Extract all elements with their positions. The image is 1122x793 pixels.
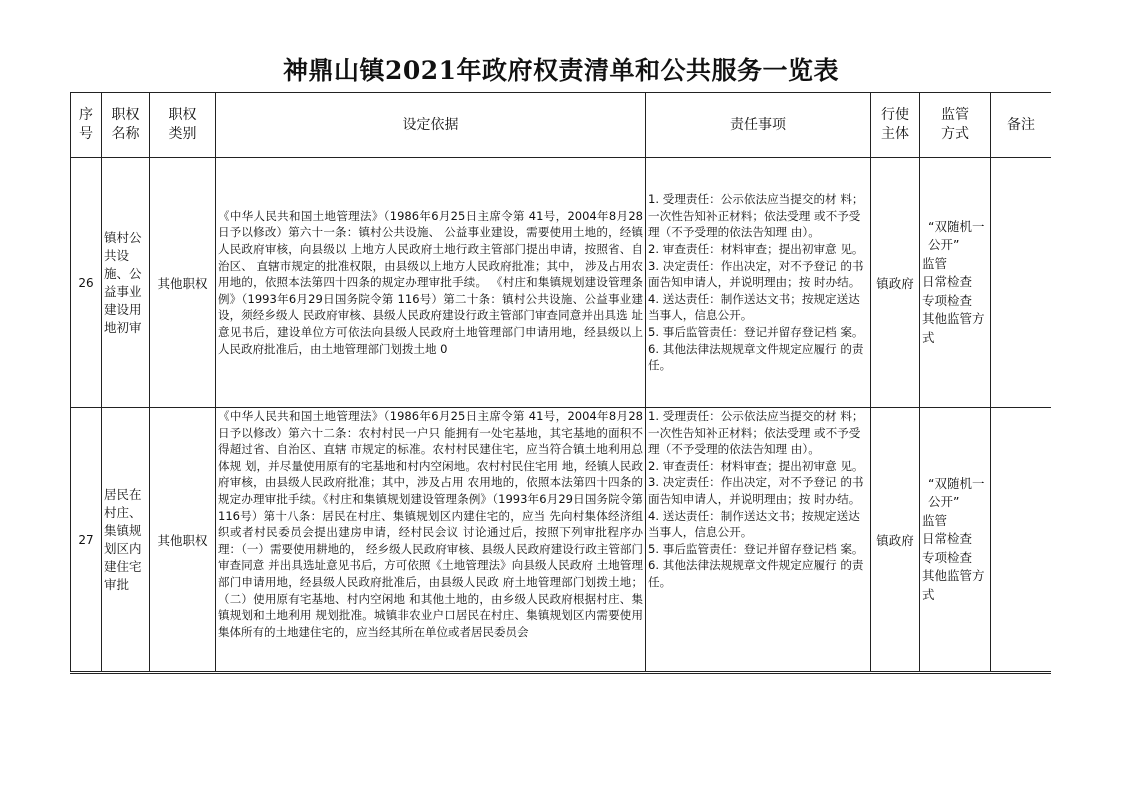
row-power-name: 镇村公共设施、公益事业建设用地初审 — [102, 158, 150, 408]
legal-basis-text: 《中华人民共和国土地管理法》（1986年6月25日主席令第 41号，2004年8月28日予以修改）第六十一条：镇村公共设施、 公益事业建设，需要使用土地的，经镇人民政府审核，向县级以 上地方人民政府土地行政主管部门提出申请，按照省、自治区、 直辖市规定的批准权限，由县级以上地方人民政府批准；其中， 涉及占用农用地的，依照本法第四十四条的规定办理审批手续。 《村庄和集镇规划建设管理条例》（1993年6月29日国务院令第 116号）第二十条：镇村公共设施、公益事业建设，须经乡级人 民政府审核、县级人民政府建设行政主管部门审查同意并出具选 址意见书后，建设单位方可依法向县级人民政府土地管理部门申请用地，经县级以上人民政府批准后，由土地管理部门划拨土地 0 — [218, 208, 643, 356]
table-row — [71, 408, 1052, 672]
row-remark — [991, 408, 1052, 672]
header-duty: 责任事项 — [646, 93, 871, 158]
duty-item: 5. 事后监管责任：登记并留存登记档 案。 — [648, 324, 864, 339]
duty-item: 1. 受理责任：公示依法应当提交的材 料；一次性告知补正材料；依法受理 或不予受理（不予受理的依法告知理 由）。 — [648, 409, 864, 457]
supervision-line: 监管 — [922, 255, 948, 271]
duty-item: 2. 审查责任：材料审查；提出初审意 见。 — [648, 458, 864, 473]
row-power-category: 其他职权 — [150, 158, 216, 408]
supervision-line: 日常检查 — [922, 274, 973, 290]
duty-item: 5. 事后监管责任：登记并留存登记档 案。 — [648, 541, 864, 556]
row-legal-basis — [216, 408, 646, 672]
duty-item: 3. 决定责任：作出决定，对不予登记 的书面告知申请人，并说明理由；按 时办结。 — [648, 475, 864, 506]
supervision-line: “双随机一公开” — [928, 218, 985, 253]
table-row — [71, 158, 1052, 408]
header-supervision: 监管方式 — [920, 93, 991, 158]
row-remark — [991, 158, 1052, 408]
legal-basis-text: 《中华人民共和国土地管理法》（1986年6月25日主席令第 41号，2004年8月28日予以修改）第六十二条：农村村民一户只 能拥有一处宅基地，其宅基地的面积不得超过省、自治区、直辖 市规定的标准。农村村民建住宅，应当符合镇土地利用总体规 划，并尽量使用原有的宅基地和村内空闲地。农村村民住宅用 地，经镇人民政府审核，由县级人民政府批准；其中，涉及占用 农用地的，依照本法第四十四条的规定办理审批手续。《村庄和集镇规划建设管理条例》（1993年6月29日国务院令第116号）第十八条：居民在村庄、集镇规划区内建住宅的，应当 先向村集体经济组织或者村民委员会提出建房申请，经村民会议 讨论通过后，按照下列审批程序办理：（一）需要使用耕地的， 经乡级人民政府审核、县级人民政府建设行政主管部门审查同意 并出具选址意见书后，方可依照《土地管理法》向县级人民政府 土地管理部门申请用地，经县级人民政府批准后，由县级人民政 府土地管理部门划拨土地；（二）使用原有宅基地、村内空闲地 和其他土地的，由乡级人民政府根据村庄、集镇规划和土地利用 规划批准。城镇非农业户口居民在村庄、集镇规划区内需要使用 集体所有的土地建住宅的，应当经其所在单位或者居民委员会 — [218, 409, 643, 639]
header-category: 职权类别 — [150, 93, 216, 158]
header-name: 职权名称 — [102, 93, 150, 158]
responsibility-table — [70, 92, 1051, 672]
page-title: 神鼎山镇2021年政府权责清单和公共服务一览表 — [282, 56, 840, 85]
supervision-line: 专项检查 — [922, 292, 973, 308]
table-header-row — [71, 93, 1052, 158]
duty-item: 6. 其他法律法规规章文件规定应履行 的责任。 — [648, 341, 864, 373]
duty-item: 4. 送达责任：制作送达文书；按规定送达当事人，信息公开。 — [648, 291, 860, 323]
row-power-name: 居民在村庄、集镇规划区内建住宅审批 — [102, 408, 150, 672]
responsibility-table-container — [70, 92, 1051, 674]
row-duties — [646, 408, 871, 672]
duty-item: 3. 决定责任：作出决定，对不予登记 的书面告知申请人，并说明理由；按 时办结。 — [648, 258, 864, 290]
supervision-line: 专项检查 — [922, 549, 973, 565]
duty-item: 6. 其他法律法规规章文件规定应履行 的责任。 — [648, 558, 864, 589]
header-remark: 备注 — [991, 93, 1052, 158]
supervision-line: 日常检查 — [922, 531, 973, 547]
header-basis: 设定依据 — [216, 93, 646, 158]
row-supervision — [920, 158, 991, 408]
row-exercising-subject: 镇政府 — [871, 408, 920, 672]
duty-item: 2. 审查责任：材料审查；提出初审意 见。 — [648, 242, 864, 257]
duty-item: 4. 送达责任：制作送达文书；按规定送达当事人，信息公开。 — [648, 508, 860, 540]
row-legal-basis — [216, 158, 646, 408]
row-power-category: 其他职权 — [150, 408, 216, 672]
row-duties — [646, 158, 871, 408]
header-seq: 序号 — [71, 93, 102, 158]
row-exercising-subject: 镇政府 — [871, 158, 920, 408]
duty-item: 1. 受理责任：公示依法应当提交的材 料；一次性告知补正材料；依法受理 或不予受理（不予受理的依法告知理 由）。 — [648, 192, 864, 240]
supervision-line: 其他监管方式 — [922, 568, 985, 602]
supervision-line: “双随机一公开” — [928, 475, 985, 510]
supervision-line: 其他监管方式 — [922, 311, 985, 345]
row-seq: 26 — [71, 158, 102, 408]
supervision-line: 监管 — [922, 512, 948, 528]
row-supervision — [920, 408, 991, 672]
row-seq: 27 — [71, 408, 102, 672]
header-subject: 行使主体 — [871, 93, 920, 158]
